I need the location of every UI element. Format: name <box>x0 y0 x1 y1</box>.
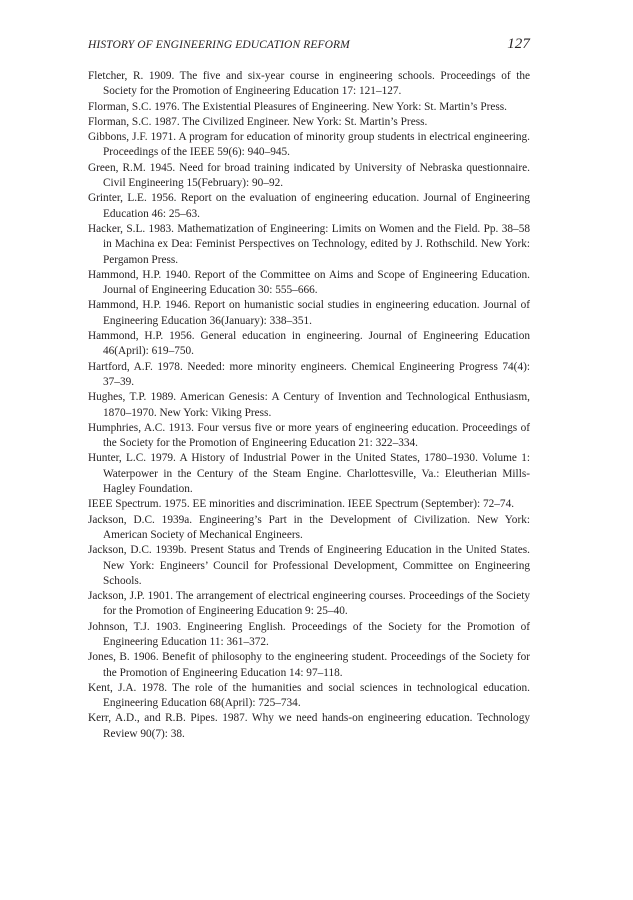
reference-entry: Kent, J.A. 1978. The role of the humanities and social sciences in technological education. Engineering Education 68(April): 725–734. <box>88 681 530 710</box>
reference-entry: Kerr, A.D., and R.B. Pipes. 1987. Why we need hands-on engineering education. Technology Review 90(7): 38. <box>88 712 530 740</box>
reference-entry: Jackson, D.C. 1939b. Present Status and Trends of Engineering Education in the United States. New York: Engineers’ Council for Professional Development, Committee on Engineering Schools. <box>88 544 530 587</box>
reference-entry: Florman, S.C. 1987. The Civilized Engineer. New York: St. Martin’s Press. <box>88 115 428 128</box>
reference-entry: Florman, S.C. 1976. The Existential Pleasures of Engineering. New York: St. Martin’s Press. <box>88 100 508 113</box>
reference-entry: Hammond, H.P. 1956. General education in engineering. Journal of Engineering Education 46(April): 619–750. <box>88 330 530 358</box>
reference-entry: Jackson, D.C. 1939a. Engineering’s Part in the Development of Civilization. New York: American Society of Mechanical Engineers. <box>88 513 530 541</box>
reference-entry: Hammond, H.P. 1940. Report of the Committee on Aims and Scope of Engineering Education. Journal of Engineering Education 30: 555–666. <box>88 268 530 297</box>
reference-entry: Jones, B. 1906. Benefit of philosophy to the engineering student. Proceedings of the Society for the Promotion of Engineering Education 14: 97–118. <box>88 651 530 679</box>
reference-entry: Hunter, L.C. 1979. A History of Industrial Power in the United States, 1780–1930. Volume 1: Waterpower in the Century of the Steam Engine. Charlottesville, Va.: Eleutherian Mills-Hagley Foundation. <box>88 452 530 496</box>
document-page <box>88 36 530 742</box>
reference-entry: Humphries, A.C. 1913. Four versus five or more years of engineering education. Proceedings of the Society for the Promotion of Engineering Education 21: 322–334. <box>88 421 530 450</box>
reference-entry: Hartford, A.F. 1978. Needed: more minority engineers. Chemical Engineering Progress 74(4): 37–39. <box>88 360 530 388</box>
running-head <box>88 36 530 53</box>
reference-entry: IEEE Spectrum. 1975. EE minorities and discrimination. IEEE Spectrum (September): 72–74. <box>88 498 515 511</box>
reference-entry: Hughes, T.P. 1989. American Genesis: A Century of Invention and Technological Enthusiasm, 1870–1970. New York: Viking Press. <box>88 391 530 419</box>
reference-entry: Hacker, S.L. 1983. Mathematization of Engineering: Limits on Women and the Field. Pp. 38–58 in Machina ex Dea: Feminist Perspectives on Technology, edited by J. Rothschild. New York: Pergamon Press. <box>88 222 530 266</box>
reference-entry: Gibbons, J.F. 1971. A program for education of minority group students in electrical engineering. Proceedings of the IEEE 59(6): 940–945. <box>88 131 530 159</box>
reference-list <box>88 69 530 742</box>
running-head-title: HISTORY OF ENGINEERING EDUCATION REFORM <box>88 39 350 51</box>
reference-entry: Hammond, H.P. 1946. Report on humanistic social studies in engineering education. Journal of Engineering Education 36(January): 338–351. <box>88 299 530 327</box>
reference-entry: Grinter, L.E. 1956. Report on the evaluation of engineering education. Journal of Engineering Education 46: 25–63. <box>88 192 530 220</box>
reference-entry: Jackson, J.P. 1901. The arrangement of electrical engineering courses. Proceedings of the Society for the Promotion of Engineering Education 9: 25–40. <box>88 590 530 618</box>
reference-entry: Johnson, T.J. 1903. Engineering English. Proceedings of the Society for the Promotion of Engineering Education 11: 361–372. <box>88 620 530 648</box>
reference-entry: Fletcher, R. 1909. The five and six-year course in engineering schools. Proceedings of the Society for the Promotion of Engineering Education 17: 121–127. <box>88 70 530 98</box>
reference-entry: Green, R.M. 1945. Need for broad training indicated by University of Nebraska questionnaire. Civil Engineering 15(February): 90–92. <box>88 161 530 190</box>
page-number: 127 <box>507 36 530 52</box>
